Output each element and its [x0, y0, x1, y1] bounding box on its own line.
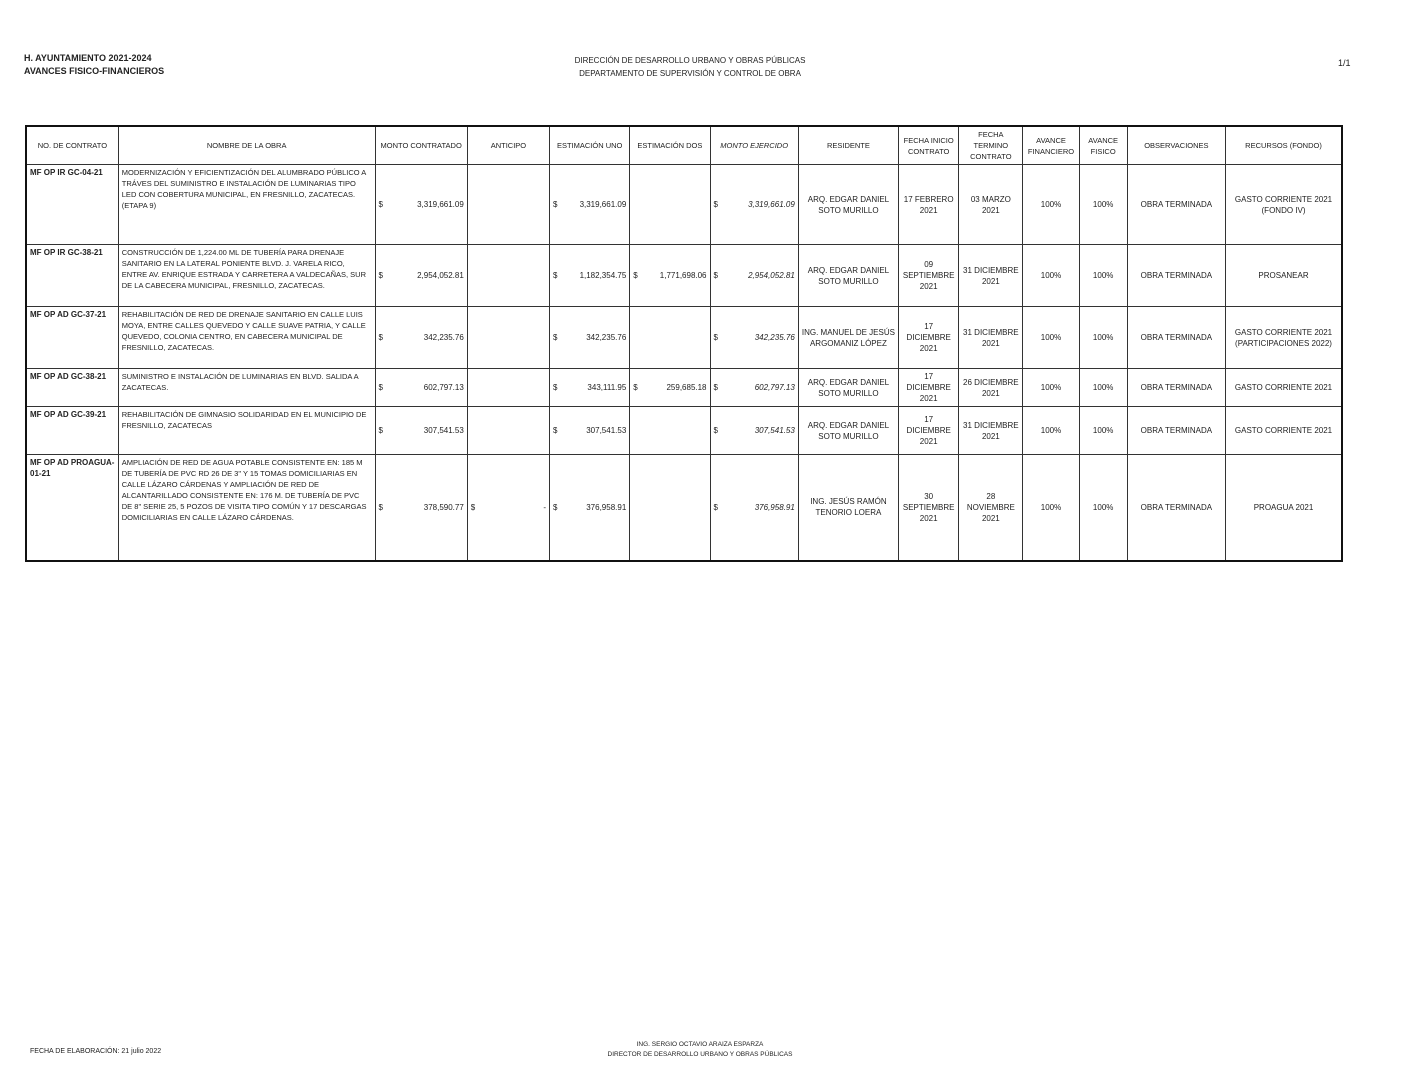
cell-observaciones: OBRA TERMINADA	[1127, 165, 1225, 245]
cell-estimacion-uno	[550, 307, 630, 369]
cell-avance-fisico: 100%	[1079, 455, 1127, 561]
header-center	[540, 54, 840, 80]
currency-symbol: $	[470, 502, 476, 512]
cell-recursos: GASTO CORRIENTE 2021	[1226, 407, 1342, 455]
cell-avance-fisico: 100%	[1079, 165, 1127, 245]
cell-monto-contratado	[375, 307, 467, 369]
amount: 259,685.18	[666, 383, 707, 392]
cell-monto-contratado	[375, 165, 467, 245]
col-header-monto-ejercido: MONTO EJERCIDO	[710, 126, 798, 165]
currency-symbol: $	[378, 383, 383, 392]
cell-contrato: MF OP AD GC-37-21	[26, 307, 118, 369]
cell-anticipo	[467, 455, 549, 561]
cell-monto-ejercido	[710, 407, 798, 455]
cell-avance-financiero: 100%	[1023, 455, 1079, 561]
direction-title: DIRECCIÓN DE DESARROLLO URBANO Y OBRAS PÚBLICAS	[574, 56, 806, 65]
signer-title: DIRECTOR DE DESARROLLO URBANO Y OBRAS PÚBLICAS	[607, 1051, 793, 1058]
cell-monto-ejercido	[710, 455, 798, 561]
table-row	[26, 455, 1342, 561]
cell-avance-financiero: 100%	[1023, 245, 1079, 307]
table-row	[26, 165, 1342, 245]
col-header-avance-financiero: AVANCE FINANCIERO	[1023, 126, 1079, 165]
amount: 342,235.76	[586, 333, 627, 342]
cell-observaciones: OBRA TERMINADA	[1127, 407, 1225, 455]
currency-symbol: $	[633, 383, 638, 392]
department-title: DEPARTAMENTO DE SUPERVISIÓN Y CONTROL DE OBRA	[579, 69, 801, 78]
cell-avance-fisico: 100%	[1079, 307, 1127, 369]
col-header-fecha-inicio: FECHA INICIO CONTRATO	[899, 126, 959, 165]
cell-contrato: MF OP AD PROAGUA-01-21	[26, 455, 118, 561]
currency-symbol: $	[633, 271, 638, 280]
amount: 342,235.76	[754, 333, 795, 342]
cell-fecha-termino: 28 NOVIEMBRE 2021	[959, 455, 1023, 561]
col-header-estimacion-dos: ESTIMACIÓN DOS	[630, 126, 710, 165]
cell-residente: ARQ. EDGAR DANIEL SOTO MURILLO	[798, 369, 898, 407]
col-header-estimacion-uno: ESTIMACIÓN UNO	[550, 126, 630, 165]
cell-anticipo	[467, 369, 549, 407]
col-header-anticipo: ANTICIPO	[467, 126, 549, 165]
col-header-fecha-termino: FECHA TERMINO CONTRATO	[959, 126, 1023, 165]
cell-estimacion-dos	[630, 245, 710, 307]
cell-monto-ejercido	[710, 307, 798, 369]
amount: 342,235.76	[423, 333, 464, 342]
cell-avance-financiero: 100%	[1023, 369, 1079, 407]
cell-recursos: GASTO CORRIENTE 2021 (FONDO IV)	[1226, 165, 1342, 245]
table-row	[26, 307, 1342, 369]
currency-symbol: $	[378, 333, 383, 342]
currency-symbol: $	[713, 271, 718, 280]
cell-residente: ING. JESÚS RAMÓN TENORIO LOERA	[798, 455, 898, 561]
currency-symbol: $	[553, 502, 558, 512]
elaboration-date: FECHA DE ELABORACIÓN: 21 julio 2022	[30, 1048, 162, 1055]
cell-avance-fisico: 100%	[1079, 407, 1127, 455]
cell-residente: ING. MANUEL DE JESÚS ARGOMANIZ LÓPEZ	[798, 307, 898, 369]
cell-avance-fisico: 100%	[1079, 369, 1127, 407]
cell-avance-fisico: 100%	[1079, 245, 1127, 307]
currency-symbol: $	[553, 383, 558, 392]
signer-name: ING. SERGIO OCTAVIO ARAIZA ESPARZA	[636, 1041, 764, 1048]
amount: 3,319,661.09	[579, 200, 627, 209]
cell-residente: ARQ. EDGAR DANIEL SOTO MURILLO	[798, 407, 898, 455]
cell-fecha-termino: 26 DICIEMBRE 2021	[959, 369, 1023, 407]
currency-symbol: $	[713, 502, 718, 512]
currency-symbol: $	[378, 426, 383, 435]
cell-observaciones: OBRA TERMINADA	[1127, 455, 1225, 561]
cell-estimacion-uno	[550, 165, 630, 245]
amount: 376,958.91	[754, 502, 795, 512]
amount: 376,958.91	[586, 502, 627, 512]
signature-block	[560, 1040, 840, 1060]
currency-symbol: $	[713, 333, 718, 342]
cell-estimacion-uno	[550, 407, 630, 455]
amount: 3,319,661.09	[748, 200, 795, 209]
currency-symbol: $	[378, 271, 383, 280]
cell-anticipo	[467, 165, 549, 245]
col-header-residente: RESIDENTE	[798, 126, 898, 165]
amount: -	[543, 502, 547, 512]
cell-monto-ejercido	[710, 245, 798, 307]
cell-residente: ARQ. EDGAR DANIEL SOTO MURILLO	[798, 165, 898, 245]
cell-fecha-inicio: 09 SEPTIEMBRE 2021	[899, 245, 959, 307]
cell-anticipo	[467, 245, 549, 307]
cell-obra: REHABILITACIÓN DE GIMNASIO SOLIDARIDAD EN EL MUNICIPIO DE FRESNILLO, ZACATECAS	[118, 407, 375, 455]
cell-fecha-termino: 31 DICIEMBRE 2021	[959, 245, 1023, 307]
cell-estimacion-uno	[550, 455, 630, 561]
amount: 602,797.13	[754, 383, 795, 392]
cell-avance-financiero: 100%	[1023, 407, 1079, 455]
cell-fecha-inicio: 17 DICIEMBRE 2021	[899, 407, 959, 455]
currency-symbol: $	[553, 426, 558, 435]
cell-fecha-inicio: 30 SEPTIEMBRE 2021	[899, 455, 959, 561]
col-header-observaciones: OBSERVACIONES	[1127, 126, 1225, 165]
col-header-contrato: NO. DE CONTRATO	[26, 126, 118, 165]
amount: 307,541.53	[586, 426, 627, 435]
currency-symbol: $	[713, 200, 718, 209]
cell-fecha-termino: 31 DICIEMBRE 2021	[959, 407, 1023, 455]
table-header-row	[26, 126, 1342, 165]
cell-obra: AMPLIACIÓN DE RED DE AGUA POTABLE CONSISTENTE EN: 185 M DE TUBERÍA DE PVC RD 26 DE 3" Y 15 TOMAS DOMICILIARIAS EN CALLE LÁZARO CÁRDENAS Y AMPLIACIÓN DE RED DE ALCANTARILLADO CONSISTENTE EN: 176 M. DE TUBERÍA DE PVC DE 8" SERIE 25, 5 POZOS DE VISITA TIPO COMÚN Y 17 DESCARGAS DOMICILIARIAS EN CALLE LÁZARO CÁRDENAS.	[118, 455, 375, 561]
table-row	[26, 369, 1342, 407]
cell-monto-contratado	[375, 407, 467, 455]
amount: 602,797.13	[423, 383, 464, 392]
amount: 307,541.53	[754, 426, 795, 435]
cell-monto-contratado	[375, 455, 467, 561]
cell-observaciones: OBRA TERMINADA	[1127, 245, 1225, 307]
amount: 1,771,698.06	[659, 271, 707, 280]
council-title: H. AYUNTAMIENTO 2021-2024	[24, 53, 152, 63]
col-header-monto-contratado: MONTO CONTRATADO	[375, 126, 467, 165]
cell-estimacion-dos	[630, 369, 710, 407]
amount: 2,954,052.81	[748, 271, 795, 280]
cell-estimacion-dos	[630, 407, 710, 455]
cell-anticipo	[467, 407, 549, 455]
currency-symbol: $	[713, 383, 718, 392]
currency-symbol: $	[378, 200, 383, 209]
works-table	[25, 125, 1343, 562]
cell-residente: ARQ. EDGAR DANIEL SOTO MURILLO	[798, 245, 898, 307]
table-row	[26, 245, 1342, 307]
cell-obra: REHABILITACIÓN DE RED DE DRENAJE SANITARIO EN CALLE LUIS MOYA, ENTRE CALLES QUEVEDO Y CALLE SUAVE PATRIA, Y CALLE QUEVEDO, COLONIA CENTRO, EN CABECERA MUNICIPAL DE FRESNILLO, ZACATECAS.	[118, 307, 375, 369]
cell-recursos: GASTO CORRIENTE 2021 (PARTICIPACIONES 2022)	[1226, 307, 1342, 369]
cell-fecha-inicio: 17 DICIEMBRE 2021	[899, 307, 959, 369]
cell-avance-financiero: 100%	[1023, 307, 1079, 369]
cell-obra: MODERNIZACIÓN Y EFICIENTIZACIÓN DEL ALUMBRADO PÚBLICO A TRÁVES DEL SUMINISTRO E INSTALACIÓN DE LUMINARIAS TIPO LED CON COBERTURA MUNICIPAL, EN FRESNILLO, ZACATECAS. (ETAPA 9)	[118, 165, 375, 245]
col-header-avance-fisico: AVANCE FISICO	[1079, 126, 1127, 165]
cell-monto-ejercido	[710, 369, 798, 407]
cell-estimacion-uno	[550, 369, 630, 407]
cell-monto-contratado	[375, 245, 467, 307]
currency-symbol: $	[553, 200, 558, 209]
table-row	[26, 407, 1342, 455]
currency-symbol: $	[713, 426, 718, 435]
amount: 307,541.53	[423, 426, 464, 435]
cell-fecha-inicio: 17 DICIEMBRE 2021	[899, 369, 959, 407]
cell-estimacion-dos	[630, 307, 710, 369]
cell-monto-ejercido	[710, 165, 798, 245]
cell-contrato: MF OP AD GC-39-21	[26, 407, 118, 455]
page-number: 1/1	[1338, 58, 1351, 68]
cell-estimacion-uno	[550, 245, 630, 307]
amount: 2,954,052.81	[417, 271, 464, 280]
cell-obra: SUMINISTRO E INSTALACIÓN DE LUMINARIAS EN BLVD. SALIDA A ZACATECAS.	[118, 369, 375, 407]
col-header-recursos: RECURSOS (FONDO)	[1226, 126, 1342, 165]
cell-monto-contratado	[375, 369, 467, 407]
cell-contrato: MF OP IR GC-04-21	[26, 165, 118, 245]
cell-recursos: GASTO CORRIENTE 2021	[1226, 369, 1342, 407]
cell-contrato: MF OP IR GC-38-21	[26, 245, 118, 307]
cell-estimacion-dos	[630, 455, 710, 561]
amount: 1,182,354.75	[579, 271, 627, 280]
col-header-obra: NOMBRE DE LA OBRA	[118, 126, 375, 165]
currency-symbol: $	[378, 502, 383, 512]
report-title: AVANCES FISICO-FINANCIEROS	[24, 66, 165, 76]
cell-observaciones: OBRA TERMINADA	[1127, 369, 1225, 407]
currency-symbol: $	[553, 271, 558, 280]
cell-contrato: MF OP AD GC-38-21	[26, 369, 118, 407]
cell-estimacion-dos	[630, 165, 710, 245]
header-left	[24, 52, 164, 78]
amount: 343,111.95	[587, 383, 627, 392]
cell-anticipo	[467, 307, 549, 369]
cell-fecha-inicio: 17 FEBRERO 2021	[899, 165, 959, 245]
cell-recursos: PROAGUA 2021	[1226, 455, 1342, 561]
table-body	[26, 165, 1342, 561]
cell-avance-financiero: 100%	[1023, 165, 1079, 245]
amount: 3,319,661.09	[417, 200, 464, 209]
cell-observaciones: OBRA TERMINADA	[1127, 307, 1225, 369]
cell-fecha-termino: 03 MARZO 2021	[959, 165, 1023, 245]
cell-obra: CONSTRUCCIÓN DE 1,224.00 ML DE TUBERÍA PARA DRENAJE SANITARIO EN LA LATERAL PONIENTE BLVD. J. VARELA RICO, ENTRE AV. ENRIQUE ESTRADA Y CARRETERA A VALDECAÑAS, SUR DE LA CABECERA MUNICIPAL, FRESNILLO, ZACATECAS.	[118, 245, 375, 307]
amount: 378,590.77	[423, 502, 464, 512]
cell-fecha-termino: 31 DICIEMBRE 2021	[959, 307, 1023, 369]
cell-recursos: PROSANEAR	[1226, 245, 1342, 307]
currency-symbol: $	[553, 333, 558, 342]
